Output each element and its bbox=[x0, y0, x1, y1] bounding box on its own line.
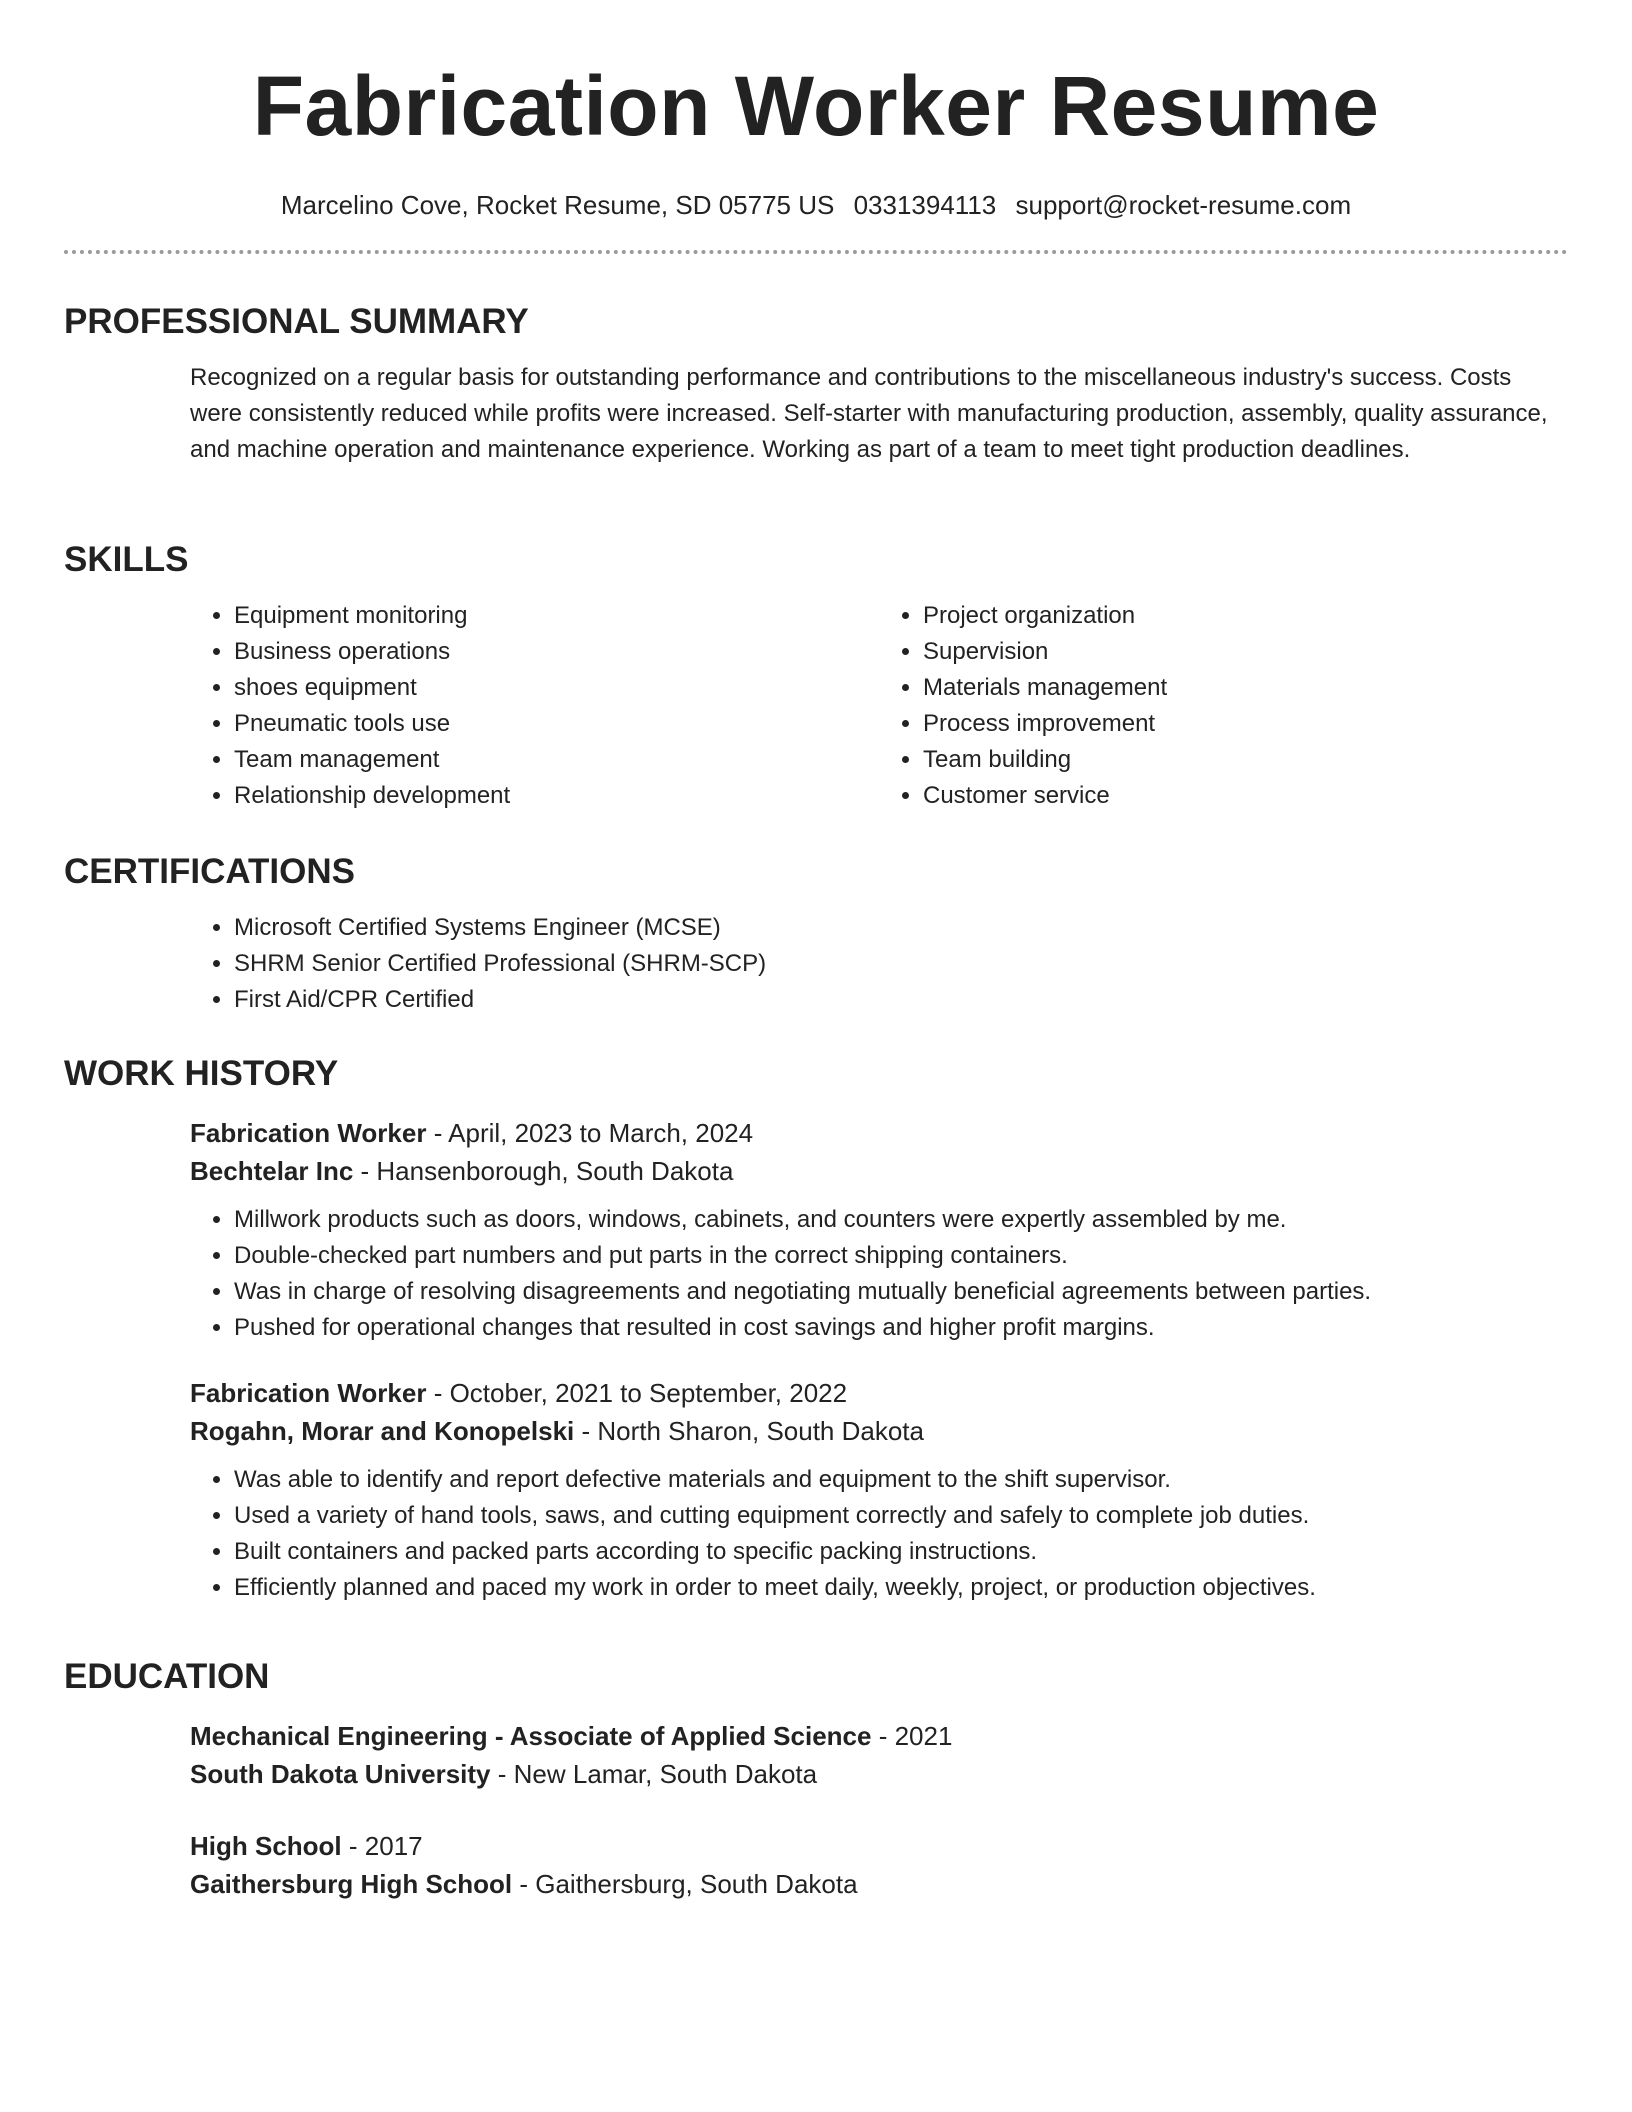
education-degree-line bbox=[190, 1717, 1568, 1755]
work-history-section bbox=[64, 1052, 1568, 1606]
skill-item: • Team building bbox=[923, 742, 1568, 778]
education-entry bbox=[190, 1717, 1568, 1793]
education-school: South Dakota University bbox=[190, 1759, 491, 1789]
job-dates: - October, 2021 to September, 2022 bbox=[426, 1378, 848, 1408]
job-entry bbox=[190, 1114, 1568, 1346]
job-company-line bbox=[190, 1412, 1568, 1450]
education-year: - 2017 bbox=[341, 1831, 423, 1861]
skills-section bbox=[64, 538, 1568, 814]
certification-item: • SHRM Senior Certified Professional (SHRM-SCP) bbox=[234, 946, 1568, 982]
job-bullet: • Was able to identify and report defective materials and equipment to the shift supervisor. bbox=[234, 1462, 1568, 1498]
education-school: Gaithersburg High School bbox=[190, 1869, 513, 1899]
skill-item: • Process improvement bbox=[923, 706, 1568, 742]
job-bullets bbox=[190, 1202, 1568, 1346]
job-bullet: • Used a variety of hand tools, saws, and cutting equipment correctly and safely to complete job duties. bbox=[234, 1498, 1568, 1534]
job-bullet: • Was in charge of resolving disagreements and negotiating mutually beneficial agreements between parties. bbox=[234, 1274, 1568, 1310]
skill-item: • Customer service bbox=[923, 778, 1568, 814]
job-company: Bechtelar Inc bbox=[190, 1156, 354, 1186]
skill-item: • Pneumatic tools use bbox=[234, 706, 879, 742]
skill-item: • Equipment monitoring bbox=[234, 598, 879, 634]
section-heading-summary: PROFESSIONAL SUMMARY bbox=[64, 302, 529, 341]
section-heading-certifications: CERTIFICATIONS bbox=[64, 852, 356, 891]
education-entry bbox=[190, 1827, 1568, 1903]
job-location: - Hansenborough, South Dakota bbox=[353, 1156, 734, 1186]
job-bullet: • Millwork products such as doors, windows, cabinets, and counters were expertly assembled by me. bbox=[234, 1202, 1568, 1238]
skill-item: • Materials management bbox=[923, 670, 1568, 706]
summary-text: Recognized on a regular basis for outstanding performance and contributions to the miscellaneous industry's success. Costs were consistently reduced while profits were increased. Self-starter with manufacturing production, assembly, quality assurance, and machine operation and maintenance experience. Working as part of a team to meet tight production deadlines. bbox=[190, 364, 1548, 463]
resume-title: Fabrication Worker Resume bbox=[252, 59, 1380, 153]
job-bullet: • Built containers and packed parts according to specific packing instructions. bbox=[234, 1534, 1568, 1570]
job-bullet: • Efficiently planned and paced my work in order to meet daily, weekly, project, or production objectives. bbox=[234, 1570, 1568, 1606]
education-degree: Mechanical Engineering - Associate of Applied Science bbox=[190, 1721, 872, 1751]
job-bullet: • Double-checked part numbers and put parts in the correct shipping containers. bbox=[234, 1238, 1568, 1274]
skills-list-right bbox=[879, 598, 1568, 814]
section-heading-skills: SKILLS bbox=[64, 540, 189, 579]
skill-item: • Project organization bbox=[923, 598, 1568, 634]
skill-item: • shoes equipment bbox=[234, 670, 879, 706]
section-heading-education: EDUCATION bbox=[64, 1657, 270, 1696]
skill-item: • Business operations bbox=[234, 634, 879, 670]
education-year: - 2021 bbox=[871, 1721, 953, 1751]
skills-list-left bbox=[190, 598, 879, 814]
certifications-section bbox=[64, 850, 1568, 1018]
skill-item: • Supervision bbox=[923, 634, 1568, 670]
professional-summary-section bbox=[64, 300, 1568, 468]
certification-item: • First Aid/CPR Certified bbox=[234, 982, 1568, 1018]
education-school-line bbox=[190, 1755, 1568, 1793]
skill-item: • Team management bbox=[234, 742, 879, 778]
job-company: Rogahn, Morar and Konopelski bbox=[190, 1416, 575, 1446]
job-bullet: • Pushed for operational changes that resulted in cost savings and higher profit margins. bbox=[234, 1310, 1568, 1346]
contact-email: support@rocket-resume.com bbox=[1015, 190, 1352, 220]
job-title-line bbox=[190, 1114, 1568, 1152]
contact-phone: 0331394113 bbox=[853, 190, 997, 220]
job-company-line bbox=[190, 1152, 1568, 1190]
job-entry bbox=[190, 1374, 1568, 1606]
education-location: - New Lamar, South Dakota bbox=[490, 1759, 818, 1789]
education-degree: High School bbox=[190, 1831, 342, 1861]
job-role: Fabrication Worker bbox=[190, 1378, 427, 1408]
contact-line bbox=[64, 188, 1568, 222]
job-bullets bbox=[190, 1462, 1568, 1606]
section-heading-work: WORK HISTORY bbox=[64, 1054, 339, 1093]
job-title-line bbox=[190, 1374, 1568, 1412]
education-school-line bbox=[190, 1865, 1568, 1903]
job-dates: - April, 2023 to March, 2024 bbox=[426, 1118, 754, 1148]
education-degree-line bbox=[190, 1827, 1568, 1865]
contact-address: Marcelino Cove, Rocket Resume, SD 05775 US bbox=[280, 190, 835, 220]
job-role: Fabrication Worker bbox=[190, 1118, 427, 1148]
education-location: - Gaithersburg, South Dakota bbox=[512, 1869, 858, 1899]
education-section bbox=[64, 1655, 1568, 1903]
skill-item: • Relationship development bbox=[234, 778, 879, 814]
header-divider bbox=[64, 250, 1568, 254]
job-location: - North Sharon, South Dakota bbox=[574, 1416, 924, 1446]
certifications-list bbox=[190, 910, 1568, 1018]
certification-item: • Microsoft Certified Systems Engineer (MCSE) bbox=[234, 910, 1568, 946]
